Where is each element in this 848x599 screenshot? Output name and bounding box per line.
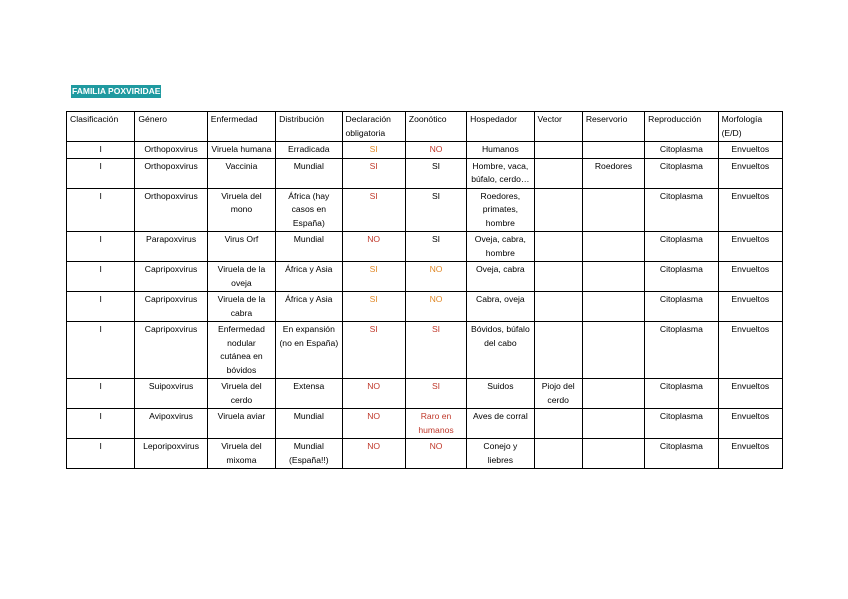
- cell-reservorio: [582, 439, 644, 469]
- table-header-row: [67, 112, 783, 142]
- cell-declaracion: SI: [342, 188, 405, 232]
- table-row: [67, 142, 783, 159]
- cell-morfologia: Envueltos: [718, 379, 782, 409]
- column-header-enfermedad: Enfermedad: [207, 112, 275, 142]
- cell-hospedador: Aves de corral: [467, 409, 534, 439]
- cell-genero: Suipoxvirus: [135, 379, 207, 409]
- cell-enfermedad: Viruela de la cabra: [207, 292, 275, 322]
- column-header-declaracion: Declaración obligatoria: [342, 112, 405, 142]
- cell-clasificacion: I: [67, 158, 135, 188]
- cell-hospedador: Conejo y liebres: [467, 439, 534, 469]
- cell-reproduccion: Citoplasma: [645, 322, 718, 379]
- table-body: [67, 142, 783, 469]
- cell-genero: Orthopoxvirus: [135, 158, 207, 188]
- cell-morfologia: Envueltos: [718, 262, 782, 292]
- cell-morfologia: Envueltos: [718, 409, 782, 439]
- cell-reservorio: [582, 262, 644, 292]
- cell-zoonotico: SI: [405, 188, 466, 232]
- cell-clasificacion: I: [67, 439, 135, 469]
- cell-clasificacion: I: [67, 142, 135, 159]
- cell-zoonotico: NO: [405, 142, 466, 159]
- cell-genero: Capripoxvirus: [135, 292, 207, 322]
- cell-distribucion: Mundial: [276, 409, 342, 439]
- cell-clasificacion: I: [67, 188, 135, 232]
- cell-genero: Leporipoxvirus: [135, 439, 207, 469]
- column-header-zoonotico: Zoonótico: [405, 112, 466, 142]
- page-title: FAMILIA POXVIRIDAE: [72, 86, 161, 96]
- cell-distribucion: África y Asia: [276, 262, 342, 292]
- cell-declaracion: SI: [342, 142, 405, 159]
- cell-enfermedad: Enfermedad nodular cutánea en bóvidos: [207, 322, 275, 379]
- cell-distribucion: Mundial (España!!): [276, 439, 342, 469]
- cell-vector: [534, 158, 582, 188]
- cell-distribucion: África y Asia: [276, 292, 342, 322]
- cell-zoonotico: NO: [405, 262, 466, 292]
- table-row: [67, 232, 783, 262]
- cell-hospedador: Suidos: [467, 379, 534, 409]
- cell-vector: Piojo del cerdo: [534, 379, 582, 409]
- cell-clasificacion: I: [67, 379, 135, 409]
- cell-declaracion: NO: [342, 439, 405, 469]
- cell-declaracion: SI: [342, 158, 405, 188]
- cell-genero: Orthopoxvirus: [135, 188, 207, 232]
- cell-declaracion: SI: [342, 292, 405, 322]
- cell-reproduccion: Citoplasma: [645, 379, 718, 409]
- cell-morfologia: Envueltos: [718, 188, 782, 232]
- cell-distribucion: Mundial: [276, 158, 342, 188]
- cell-reservorio: [582, 232, 644, 262]
- cell-enfermedad: Viruela del cerdo: [207, 379, 275, 409]
- table-row: [67, 409, 783, 439]
- cell-reproduccion: Citoplasma: [645, 292, 718, 322]
- cell-declaracion: SI: [342, 262, 405, 292]
- cell-hospedador: Roedores, primates, hombre: [467, 188, 534, 232]
- column-header-morfologia: Morfología (E/D): [718, 112, 782, 142]
- cell-declaracion: NO: [342, 232, 405, 262]
- cell-vector: [534, 322, 582, 379]
- cell-distribucion: Extensa: [276, 379, 342, 409]
- column-header-clasificacion: Clasificación: [67, 112, 135, 142]
- cell-enfermedad: Viruela del mono: [207, 188, 275, 232]
- cell-hospedador: Oveja, cabra, hombre: [467, 232, 534, 262]
- cell-reservorio: [582, 142, 644, 159]
- cell-distribucion: África (hay casos en España): [276, 188, 342, 232]
- cell-genero: Avipoxvirus: [135, 409, 207, 439]
- cell-enfermedad: Vaccinia: [207, 158, 275, 188]
- cell-enfermedad: Viruela del mixoma: [207, 439, 275, 469]
- cell-reservorio: Roedores: [582, 158, 644, 188]
- cell-morfologia: Envueltos: [718, 439, 782, 469]
- cell-reproduccion: Citoplasma: [645, 439, 718, 469]
- cell-vector: [534, 262, 582, 292]
- cell-reproduccion: Citoplasma: [645, 232, 718, 262]
- cell-genero: Parapoxvirus: [135, 232, 207, 262]
- cell-hospedador: Cabra, oveja: [467, 292, 534, 322]
- cell-reservorio: [582, 188, 644, 232]
- cell-clasificacion: I: [67, 232, 135, 262]
- cell-vector: [534, 439, 582, 469]
- cell-distribucion: Erradicada: [276, 142, 342, 159]
- cell-vector: [534, 292, 582, 322]
- cell-distribucion: En expansión (no en España): [276, 322, 342, 379]
- column-header-reservorio: Reservorio: [582, 112, 644, 142]
- cell-morfologia: Envueltos: [718, 232, 782, 262]
- cell-vector: [534, 142, 582, 159]
- cell-zoonotico: NO: [405, 439, 466, 469]
- cell-zoonotico: SI: [405, 379, 466, 409]
- column-header-vector: Vector: [534, 112, 582, 142]
- cell-reproduccion: Citoplasma: [645, 409, 718, 439]
- cell-hospedador: Bóvidos, búfalo del cabo: [467, 322, 534, 379]
- cell-reproduccion: Citoplasma: [645, 142, 718, 159]
- table-row: [67, 379, 783, 409]
- cell-declaracion: NO: [342, 409, 405, 439]
- cell-morfologia: Envueltos: [718, 322, 782, 379]
- cell-morfologia: Envueltos: [718, 142, 782, 159]
- cell-reservorio: [582, 409, 644, 439]
- table-row: [67, 439, 783, 469]
- cell-zoonotico: SI: [405, 158, 466, 188]
- cell-morfologia: Envueltos: [718, 158, 782, 188]
- table-row: [67, 262, 783, 292]
- cell-vector: [534, 409, 582, 439]
- cell-reproduccion: Citoplasma: [645, 188, 718, 232]
- poxviridae-table: [66, 111, 783, 469]
- cell-clasificacion: I: [67, 409, 135, 439]
- cell-hospedador: Hombre, vaca, búfalo, cerdo…: [467, 158, 534, 188]
- column-header-distribucion: Distribución: [276, 112, 342, 142]
- cell-declaracion: NO: [342, 379, 405, 409]
- cell-clasificacion: I: [67, 322, 135, 379]
- cell-vector: [534, 232, 582, 262]
- cell-reproduccion: Citoplasma: [645, 262, 718, 292]
- cell-zoonotico: Raro en humanos: [405, 409, 466, 439]
- cell-reservorio: [582, 322, 644, 379]
- cell-clasificacion: I: [67, 262, 135, 292]
- cell-declaracion: SI: [342, 322, 405, 379]
- column-header-hospedador: Hospedador: [467, 112, 534, 142]
- table-row: [67, 188, 783, 232]
- table-row: [67, 158, 783, 188]
- column-header-reproduccion: Reproducción: [645, 112, 718, 142]
- cell-clasificacion: I: [67, 292, 135, 322]
- cell-zoonotico: SI: [405, 322, 466, 379]
- column-header-genero: Género: [135, 112, 207, 142]
- cell-genero: Orthopoxvirus: [135, 142, 207, 159]
- cell-reservorio: [582, 379, 644, 409]
- cell-hospedador: Humanos: [467, 142, 534, 159]
- table-row: [67, 322, 783, 379]
- table-row: [67, 292, 783, 322]
- cell-zoonotico: SI: [405, 232, 466, 262]
- cell-hospedador: Oveja, cabra: [467, 262, 534, 292]
- cell-morfologia: Envueltos: [718, 292, 782, 322]
- cell-reproduccion: Citoplasma: [645, 158, 718, 188]
- cell-reservorio: [582, 292, 644, 322]
- cell-genero: Capripoxvirus: [135, 322, 207, 379]
- cell-genero: Capripoxvirus: [135, 262, 207, 292]
- cell-enfermedad: Virus Orf: [207, 232, 275, 262]
- cell-enfermedad: Viruela de la oveja: [207, 262, 275, 292]
- cell-vector: [534, 188, 582, 232]
- cell-zoonotico: NO: [405, 292, 466, 322]
- cell-distribucion: Mundial: [276, 232, 342, 262]
- cell-enfermedad: Viruela humana: [207, 142, 275, 159]
- cell-enfermedad: Viruela aviar: [207, 409, 275, 439]
